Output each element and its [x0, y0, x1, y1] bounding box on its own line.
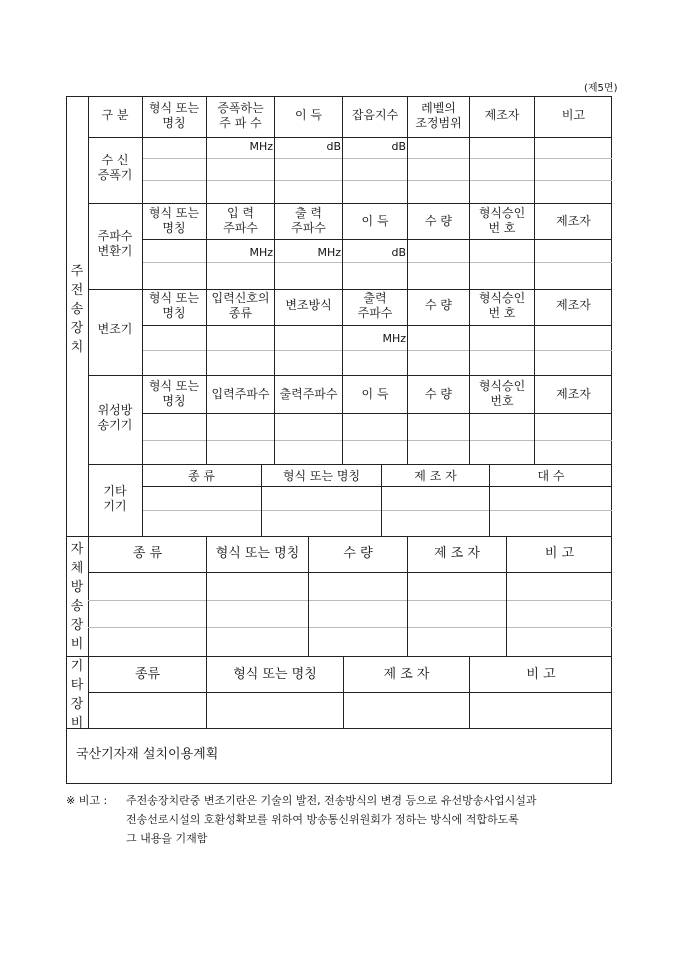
sat-header-gain: 이 득 — [361, 387, 389, 401]
other-header-remarks: 비 고 — [526, 667, 556, 682]
table-rule — [142, 262, 612, 263]
note-marker: ※ 비고 : — [66, 794, 108, 807]
conv-unit-input: MHz — [249, 246, 273, 259]
amp-header-freq: 증폭하는 주 파 수 — [217, 101, 264, 130]
amp-unit-gain: dB — [326, 140, 341, 153]
table-rule — [88, 600, 612, 601]
conv-unit-gain: dB — [391, 246, 406, 259]
sat-header-input: 입력주파수 — [211, 387, 270, 401]
table-rule — [142, 239, 612, 240]
mod-header-method: 변조방식 — [285, 298, 332, 312]
table-rule — [88, 692, 612, 693]
section-label-self: 자체방송장비 — [70, 542, 84, 652]
conv-header-output: 출 력 주파수 — [291, 206, 326, 235]
self-header-remarks: 비 고 — [544, 546, 575, 561]
table-rule — [88, 137, 142, 138]
mod-header-maker: 제조자 — [556, 298, 591, 312]
table-rule — [142, 137, 612, 138]
conv-header-maker: 제조자 — [556, 214, 591, 228]
mod-header-qty: 수 량 — [425, 298, 452, 312]
table-rule — [142, 510, 612, 511]
page-number: (제5면) — [584, 83, 618, 94]
table-rule — [88, 627, 612, 628]
table-rule — [66, 728, 612, 729]
self-header-qty: 수 량 — [343, 546, 373, 561]
table-rule — [534, 96, 535, 464]
etc-header-model: 형식 또는 명칭 — [282, 469, 361, 483]
etc-header-type: 종 류 — [188, 469, 215, 483]
amp-header-remarks: 비고 — [561, 108, 586, 122]
self-header-type: 종 류 — [132, 546, 163, 561]
table-rule — [88, 572, 612, 573]
table-rule — [142, 180, 612, 181]
note-line-3: 그 내용을 기재함 — [126, 832, 208, 845]
amp-header-gain: 이 득 — [295, 108, 322, 122]
table-rule — [88, 464, 612, 465]
mod-header-model: 형식 또는 명칭 — [148, 291, 200, 320]
converter-label: 주파수 변환기 — [97, 229, 133, 258]
modulator-label: 변조기 — [97, 322, 133, 336]
amp-unit-freq: MHz — [249, 140, 273, 153]
etc-device-label: 기타 기기 — [103, 484, 127, 513]
conv-header-gain: 이 득 — [361, 214, 389, 228]
sat-header-approval: 형식승인 번호 — [478, 379, 526, 408]
mod-unit-output: MHz — [382, 332, 406, 345]
amp-header-level: 레벨의 조정범위 — [415, 101, 462, 130]
amp-header-noise: 잡음지수 — [351, 108, 399, 122]
table-rule — [407, 96, 408, 464]
mod-header-input-type: 입력신호의 종류 — [211, 291, 270, 320]
note-line-1: 주전송장치란중 변조기란은 기술의 발전, 전송방식의 변경 등으로 유선방송사업시설과 — [126, 794, 537, 807]
satellite-label: 위성방 송기기 — [97, 403, 133, 432]
note-line-2: 전송선로시설의 호환성확보를 위하여 방송통신위원회가 정하는 방식에 적합하도록 — [126, 813, 519, 826]
table-rule — [66, 536, 612, 537]
other-header-type: 종류 — [134, 667, 161, 682]
table-rule — [66, 656, 612, 657]
mod-header-approval: 형식승인 번 호 — [478, 291, 526, 320]
other-header-model: 형식 또는 명칭 — [233, 667, 317, 682]
etc-header-count: 대 수 — [537, 469, 565, 483]
amp-header-model: 형식 또는 명칭 — [148, 101, 200, 130]
amp-header-maker: 제조자 — [484, 108, 520, 122]
section-label-other: 기타장비 — [70, 659, 84, 731]
sat-header-model: 형식 또는 명칭 — [148, 379, 200, 408]
amp-unit-noise: dB — [391, 140, 406, 153]
amp-label: 수 신 증폭기 — [97, 153, 133, 182]
other-header-maker: 제 조 자 — [383, 667, 430, 682]
sat-header-maker: 제조자 — [556, 387, 591, 401]
table-rule — [142, 350, 612, 351]
sat-header-output: 출력주파수 — [279, 387, 338, 401]
amp-header-category: 구 분 — [101, 108, 129, 122]
etc-header-maker: 제 조 자 — [414, 469, 457, 483]
domestic-equipment-plan: 국산기자재 설치이용계획 — [76, 747, 219, 762]
conv-header-input: 입 력 주파수 — [223, 206, 258, 235]
conv-header-model: 형식 또는 명칭 — [148, 206, 200, 235]
section-label-relay: 주전송장치 — [70, 264, 84, 355]
conv-header-qty: 수 량 — [425, 214, 452, 228]
self-header-maker: 제 조 자 — [434, 546, 480, 561]
table-rule — [142, 413, 612, 414]
table-rule — [142, 440, 612, 441]
table-rule — [142, 486, 612, 487]
conv-header-approval: 형식승인 번 호 — [478, 206, 526, 235]
conv-unit-output: MHz — [317, 246, 341, 259]
table-rule — [142, 158, 612, 159]
self-header-model: 형식 또는 명칭 — [215, 546, 300, 561]
mod-header-output: 출력 주파수 — [357, 291, 393, 320]
sat-header-qty: 수 량 — [425, 387, 452, 401]
table-rule — [142, 325, 612, 326]
